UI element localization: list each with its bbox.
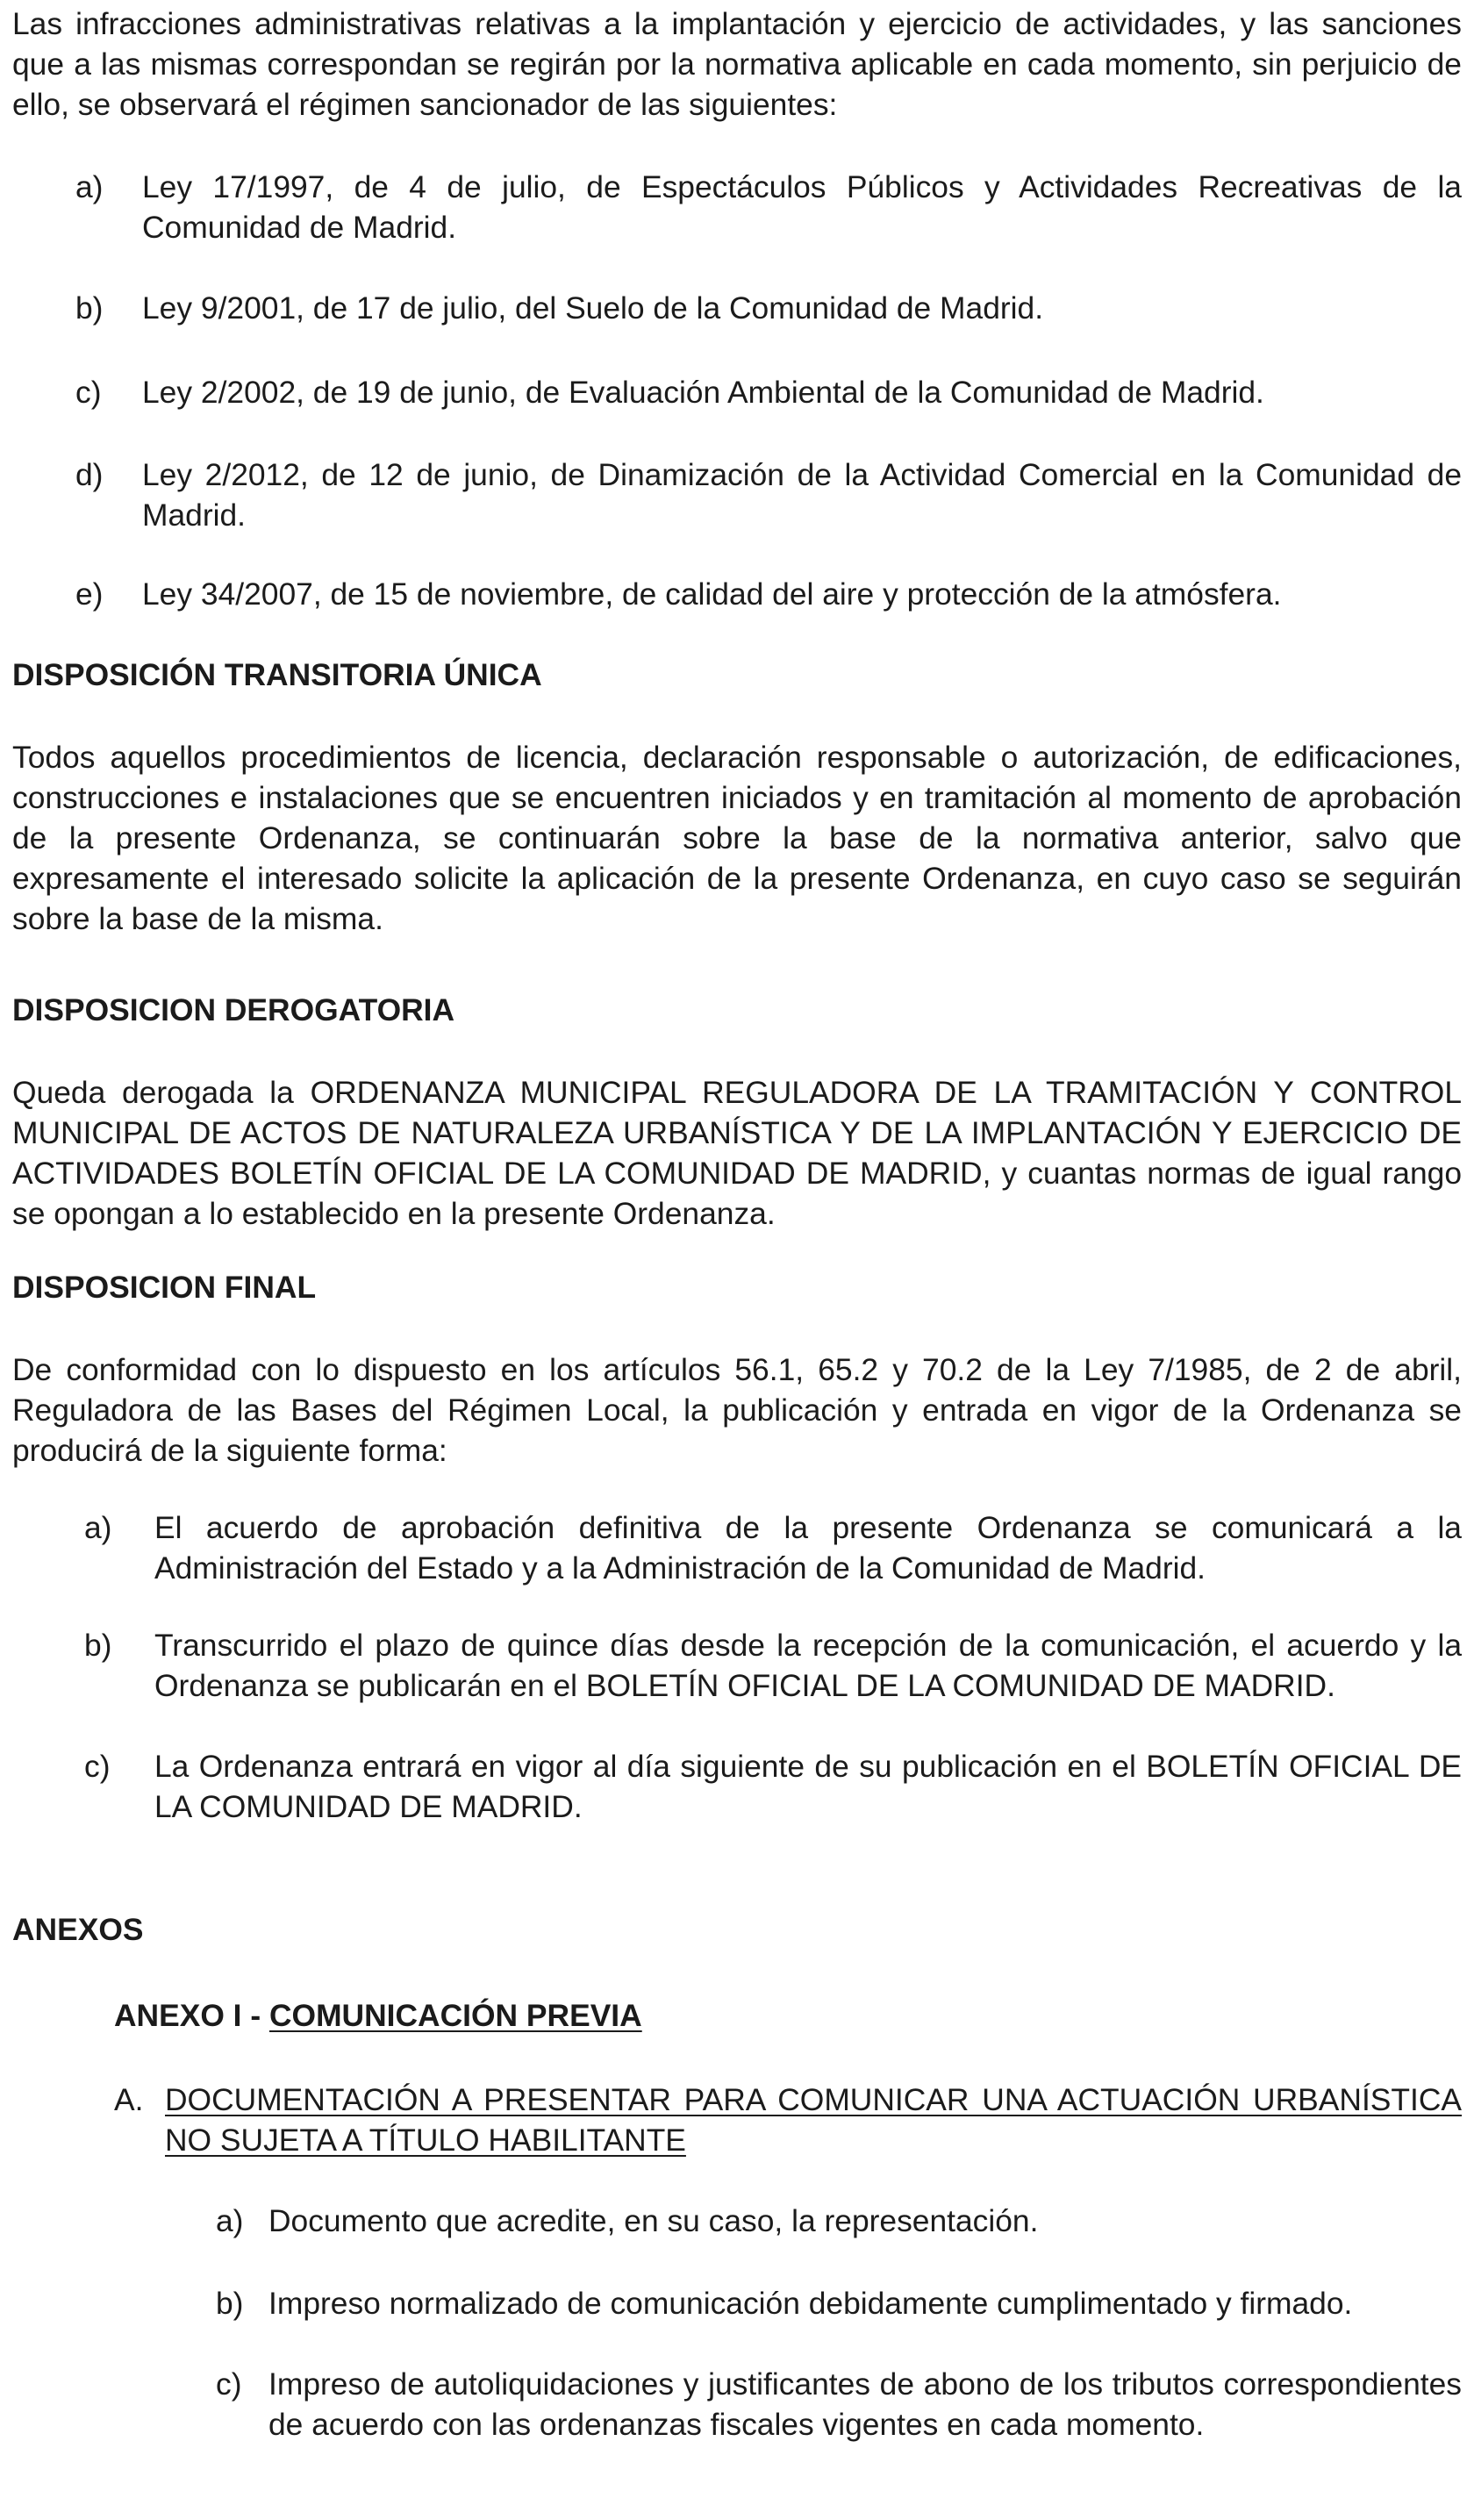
final-paragraph: De conformidad con lo dispuesto en los artículos 56.1, 65.2 y 70.2 de la Ley 7/1985, de 2 de abril, Reguladora de las Bases del Régimen Local, la publicación y entrada en vigor de la Ordenanza se producirá de la siguiente forma: [12, 1352, 1462, 1468]
anexo1-prefix: ANEXO I - [114, 1998, 269, 2033]
section-title: DOCUMENTACIÓN A PRESENTAR PARA COMUNICAR UNA ACTUACIÓN URBANÍSTICA NO SUJETA A TÍTULO HABILITANTE [165, 2082, 1462, 2158]
list-text: Ley 2/2012, de 12 de junio, de Dinamización de la Actividad Comercial en la Comunidad de Madrid. [142, 457, 1462, 533]
list-text: La Ordenanza entrará en vigor al día siguiente de su publicación en el BOLETÍN OFICIAL DE LA COMUNIDAD DE MADRID. [154, 1749, 1462, 1824]
list-text: Ley 34/2007, de 15 de noviembre, de calidad del aire y protección de la atmósfera. [142, 576, 1282, 612]
list-text: Impreso de autoliquidaciones y justificantes de abono de los tributos correspondientes de acuerdo con las ordenanzas fiscales vigentes en cada momento. [268, 2366, 1462, 2442]
list-label: a) [216, 2203, 244, 2238]
intro-paragraph: Las infracciones administrativas relativas a la implantación y ejercicio de actividades, y las sanciones que a las mismas correspondan se regirán por la normativa aplicable en cada momento, sin perjuicio de ello, se observará el régimen sancionador de las siguientes: [12, 6, 1462, 122]
list-text: Ley 17/1997, de 4 de julio, de Espectáculos Públicos y Actividades Recreativas de la Comunidad de Madrid. [142, 169, 1462, 245]
list-label: b) [216, 2286, 244, 2321]
final-heading: DISPOSICION FINAL [12, 1270, 317, 1305]
list-label: c) [84, 1749, 111, 1784]
derogatoria-heading: DISPOSICION DEROGATORIA [12, 992, 455, 1027]
list-text: Impreso normalizado de comunicación debidamente cumplimentado y firmado. [268, 2286, 1353, 2321]
list-label: e) [75, 576, 104, 612]
list-label: c) [216, 2366, 242, 2402]
section-label: A. [114, 2082, 144, 2117]
list-text: Transcurrido el plazo de quince días desde la recepción de la comunicación, el acuerdo y la Ordenanza se publicarán en el BOLETÍN OFICIAL DE LA COMUNIDAD DE MADRID. [154, 1628, 1462, 1703]
list-label: a) [75, 169, 104, 204]
list-label: c) [75, 375, 102, 410]
anexo1-title: COMUNICACIÓN PREVIA [268, 1998, 642, 2033]
list-text: Documento que acredite, en su caso, la representación. [268, 2203, 1039, 2238]
list-text: El acuerdo de aprobación definitiva de la presente Ordenanza se comunicará a la Administración del Estado y a la Administración de la Comunidad de Madrid. [154, 1510, 1462, 1586]
transitoria-paragraph: Todos aquellos procedimientos de licencia, declaración responsable o autorización, de edificaciones, construcciones e instalaciones que se encuentren iniciados y en tramitación al momento de aprobación de la presente Ordenanza, se continuarán sobre la base de la normativa anterior, salvo que expresamente el interesado solicite la aplicación de la presente Ordenanza, en cuyo caso se seguirán sobre la base de la misma. [12, 740, 1462, 936]
list-label: a) [84, 1510, 112, 1545]
list-label: d) [75, 457, 104, 492]
derogatoria-paragraph: Queda derogada la ORDENANZA MUNICIPAL REGULADORA DE LA TRAMITACIÓN Y CONTROL MUNICIPAL DE ACTOS DE NATURALEZA URBANÍSTICA Y DE LA IMPLANTACIÓN Y EJERCICIO DE ACTIVIDADES BOLETÍN OFICIAL DE LA COMUNIDAD DE MADRID, y cuantas normas de igual rango se opongan a lo establecido en la presente Ordenanza. [12, 1075, 1462, 1231]
list-label: b) [84, 1628, 112, 1663]
transitoria-heading: DISPOSICIÓN TRANSITORIA ÚNICA [12, 657, 542, 692]
anexos-heading: ANEXOS [12, 1912, 144, 1947]
list-text: Ley 2/2002, de 19 de junio, de Evaluación Ambiental de la Comunidad de Madrid. [142, 375, 1264, 410]
list-label: b) [75, 290, 104, 326]
anexo1-heading [114, 1995, 642, 2036]
list-text: Ley 9/2001, de 17 de julio, del Suelo de la Comunidad de Madrid. [142, 290, 1044, 326]
